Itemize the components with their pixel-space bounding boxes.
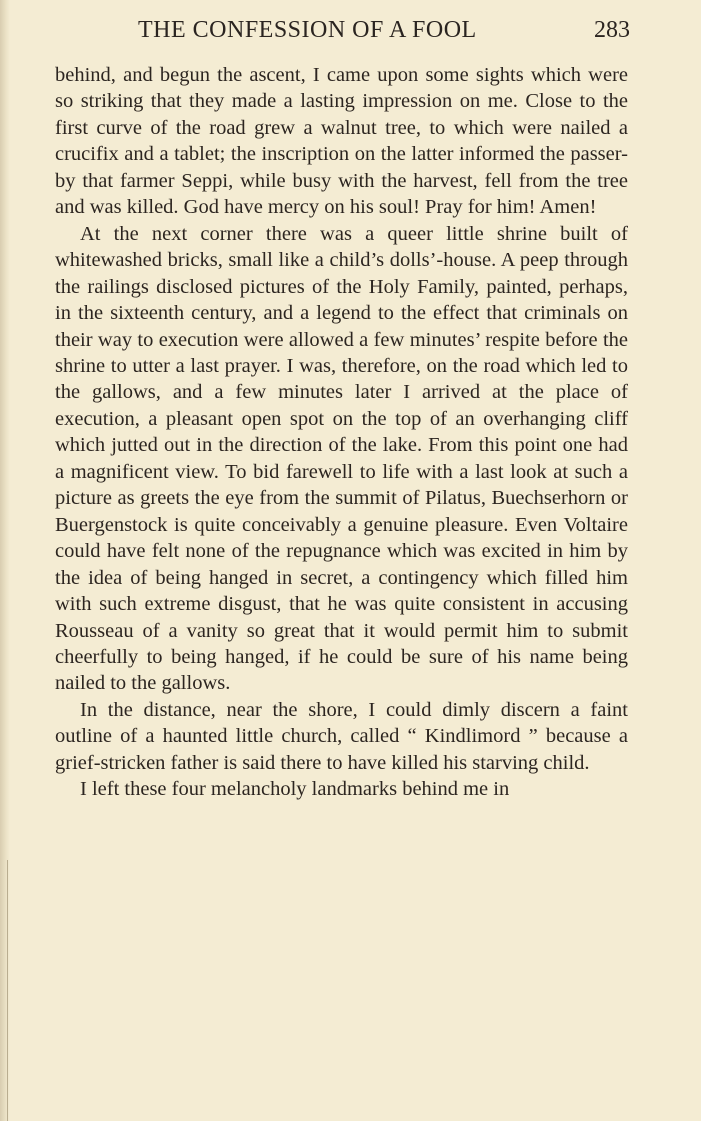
paragraph-continued: behind, and begun the ascent, I came upon some sights which were so striking that they made a lasting impression on me. Close to the first curve of the road grew a walnut tree, to which were nailed a crucifix and a tablet; the inscription on the latter informed the passer-by that farmer Seppi, while busy with the harvest, fell from the tree and was killed. God have mercy on his soul! Pray for him! Amen! <box>55 64 628 219</box>
page-edge-line <box>7 860 8 1121</box>
running-title: THE CONFESSION OF A FOOL <box>138 17 477 43</box>
paragraph-landmarks: I left these four melancholy landmarks behind me in <box>80 778 510 801</box>
running-header <box>52 14 630 46</box>
paragraph-church: In the distance, near the shore, I could dimly discern a faint outline of a haunted little church, called “ Kindlimord ” because a grief-stricken father is said there to have killed his starving child. <box>55 698 628 774</box>
body-text <box>55 62 628 803</box>
paragraph-shrine: At the next corner there was a queer little shrine built of whitewashed bricks, small like a child’s dolls’-house. A peep through the railings disclosed pictures of the Holy Family, painted, perhaps, in the sixteenth century, and a legend to the effect that criminals on their way to execution were allowed a few minutes’ respite before the shrine to utter a last prayer. I was, therefore, on the road which led to the gallows, and a few minutes later I arrived at the place of execution, a pleasant open spot on the top of an overhanging cliff which jutted out in the direction of the lake. From this point one had a magnificent view. To bid farewell to life with a last look at such a picture as greets the eye from the summit of Pilatus, Buechserhorn or Buergenstock is quite conceivably a genuine pleasure. Even Voltaire could have felt none of the repugnance which was excited in him by the idea of being hanged in secret, a contingency which filled him with such extreme disgust, that he was quite consistent in accusing Rousseau of a vanity so great that it would permit him to submit cheerfully to being hanged, if he could be sure of his name being nailed to the gallows. <box>55 222 628 695</box>
page-spine-shadow <box>0 0 10 1121</box>
page-number: 283 <box>594 17 630 43</box>
